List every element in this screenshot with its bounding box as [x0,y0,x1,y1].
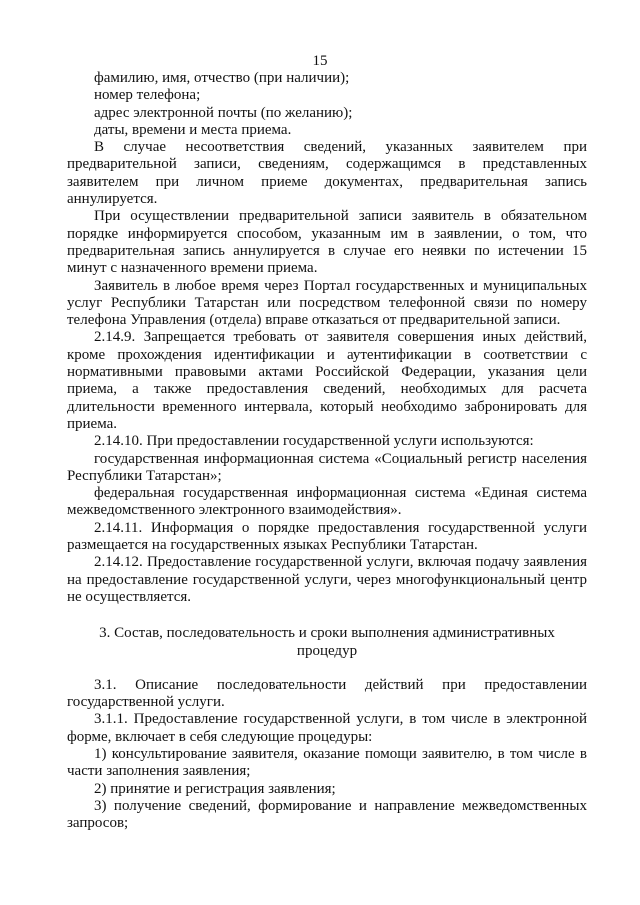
list-item-date-time: даты, времени и места приема. [94,121,292,138]
system-smev: федеральная государственная информационная система «Единая система межведомственного электронного взаимодействия». [67,485,587,519]
paragraph-annulment: В случае несоответствия сведений, указанных заявителем при предварительной записи, сведениям, содержащимся в представленных заявителем при личном приеме документах, предварительная запись аннулируется. [67,139,587,208]
clause-2-14-9: 2.14.9. Запрещается требовать от заявителя совершения иных действий, кроме прохождения идентификации и аутентификации в соответствии с нормативными правовыми актами Российской Федерации, указания цели приема, а также предоставления сведений, необходимых для расчета длительности временного интервала, который необходимо забронировать для приема. [67,329,587,432]
clause-3-1: 3.1. Описание последовательности действий при предоставлении государственной услуги. [67,676,587,711]
document-body [67,70,587,832]
paragraph-notification: При осуществлении предварительной записи заявитель в обязательном порядке информируется способом, указанным им в заявлении, о том, что предварительная запись аннулируется в случае его неявки по истечении 15 минут с назначенного времени приема. [67,208,587,277]
procedure-item-2: 2) принятие и регистрация заявления; [94,780,336,797]
paragraph-refusal: Заявитель в любое время через Портал государственных и муниципальных услуг Республики Татарстан или посредством телефонной связи по номеру телефона Управления (отдела) вправе отказаться от предварительной записи. [67,277,587,329]
clause-2-14-10: 2.14.10. При предоставлении государственной услуги используются: [94,433,534,450]
clause-3-1-1: 3.1.1. Предоставление государственной услуги, в том числе в электронной форме, включает в себя следующие процедуры: [67,711,587,745]
section-heading: 3. Состав, последовательность и сроки выполнения административных процедур [99,625,555,659]
page-number: 15 [312,53,328,69]
list-item-full-name: фамилию, имя, отчество (при наличии); [94,70,350,86]
system-social-register: государственная информационная система «Социальный регистр населения Республики Татарстан»; [67,450,587,484]
list-item-phone: номер телефона; [94,87,201,104]
clause-2-14-12: 2.14.12. Предоставление государственной услуги, включая подачу заявления на предоставление государственной услуги, через многофункциональный центр не осуществляется. [67,554,587,605]
list-item-email: адрес электронной почты (по желанию); [94,104,353,121]
procedure-item-3: 3) получение сведений, формирование и направление межведомственных запросов; [67,797,587,832]
procedure-item-1: 1) консультирование заявителя, оказание помощи заявителю, в том числе в части заполнения заявления; [67,745,587,780]
clause-2-14-11: 2.14.11. Информация о порядке предоставления государственной услуги размещается на государственных языках Республики Татарстан. [67,519,587,554]
